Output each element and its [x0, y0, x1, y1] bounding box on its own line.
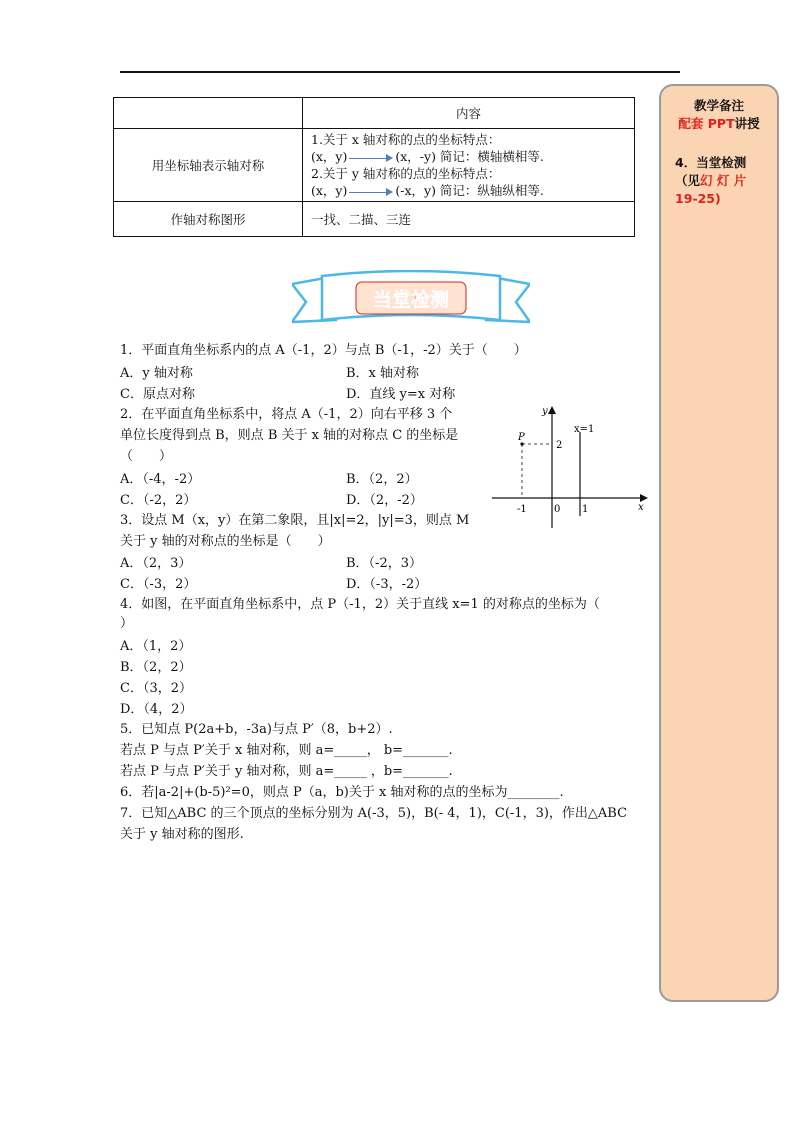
question-4-line: 4．如图，在平面直角坐标系中，点 P（-1，2）关于直线 x=1 的对称点的坐标为（: [120, 597, 600, 612]
option: B．（-2，3）: [346, 556, 422, 571]
question-5-line: 若点 P 与点 P′关于 y 轴对称，则 a=_____ ，b=_______.: [120, 764, 453, 779]
arrow-icon: [349, 187, 393, 197]
question-7-line: 关于 y 轴对称的图形.: [120, 827, 244, 842]
option: C．（3，2）: [120, 681, 192, 696]
question-4-line: ）: [120, 616, 134, 631]
option: B．x 轴对称: [346, 366, 420, 381]
option: B．（2，2）: [346, 472, 418, 487]
rule-line: 1.关于 x 轴对称的点的坐标特点：: [311, 132, 501, 147]
sidebar-title: 教学备注: [693, 98, 744, 113]
option: C．（-2，2）: [120, 493, 197, 508]
option: C．（-3，2）: [120, 577, 197, 592]
table-header-blank: [114, 98, 303, 129]
option: A．y 轴对称: [120, 366, 193, 381]
row-content: [303, 129, 635, 202]
tick-label: 2: [556, 440, 563, 451]
rule-line: (x，y) (-x，y) 简记：纵轴纵相等.: [311, 183, 544, 198]
top-rule: [120, 71, 680, 73]
option: A．（-4，-2）: [120, 472, 201, 487]
question-2-line: 单位长度得到点 B，则点 B 关于 x 轴的对称点 C 的坐标是: [120, 428, 459, 443]
table-row: [114, 202, 635, 237]
coordinate-figure: [488, 402, 653, 530]
question-2-line: 2．在平面直角坐标系中，将点 A（-1，2）向右平移 3 个: [120, 407, 453, 422]
y-axis-label: y: [542, 406, 548, 417]
arrow-icon: [349, 153, 393, 163]
row-label: 用坐标轴表示轴对称: [114, 129, 303, 202]
point-label: P: [518, 432, 525, 443]
rule-line: 2.关于 y 轴对称的点的坐标特点：: [311, 166, 501, 181]
option: D．（4，2）: [120, 702, 193, 717]
table-header-content: 内容: [303, 98, 635, 129]
sidebar-item: 4．当堂检测 （见幻 灯 片 19-25): [675, 155, 747, 206]
option: D．（2，-2）: [346, 493, 423, 508]
option: B．（2，2）: [120, 660, 192, 675]
option: C．原点对称: [120, 387, 195, 402]
option: A．（1，2）: [120, 639, 192, 654]
question-6: 6．若|a-2|+(b-5)²=0，则点 P（a，b)关于 x 轴对称的点的坐标为________.: [120, 785, 564, 800]
option: D．直线 y=x 对称: [346, 387, 456, 402]
question-3-line: 3．设点 M（x，y）在第二象限，且|x|=2，|y|=3，则点 M: [120, 513, 470, 528]
question-3-line: 关于 y 轴的对称点的坐标是（ ）: [120, 534, 331, 549]
line-label: x=1: [574, 424, 595, 435]
summary-table: [113, 97, 635, 237]
sidebar-subtitle: 配套 PPT讲授: [678, 116, 760, 131]
tick-label: -1: [517, 504, 527, 515]
question-1: 1．平面直角坐标系内的点 A（-1，2）与点 B（-1，-2）关于（ ）: [120, 343, 527, 358]
x-axis-label: x: [638, 502, 644, 513]
banner-title: 当堂检测: [372, 289, 450, 311]
row-content: 一找、二描、三连: [303, 202, 635, 237]
tick-label: 1: [582, 504, 589, 515]
row-label: 作轴对称图形: [114, 202, 303, 237]
option: A．（2，3）: [120, 556, 192, 571]
question-2-line: （ ）: [120, 449, 173, 464]
question-5-line: 若点 P 与点 P′关于 x 轴对称，则 a=_____， b=_______.: [120, 743, 453, 758]
tick-label: 0: [554, 504, 561, 515]
table-row: [114, 129, 635, 202]
teaching-notes-sidebar: [659, 84, 779, 1002]
section-banner: [292, 270, 530, 330]
question-7-line: 7．已知△ABC 的三个顶点的坐标分别为 A(-3，5)，B(- 4，1)，C(-1，3)，作出△ABC: [120, 806, 628, 821]
rule-line: (x，y) (x，-y) 简记：横轴横相等.: [311, 149, 544, 164]
option: D．（-3，-2）: [346, 577, 428, 592]
question-5-line: 5．已知点 P(2a+b，-3a)与点 P′（8，b+2）.: [120, 722, 393, 737]
